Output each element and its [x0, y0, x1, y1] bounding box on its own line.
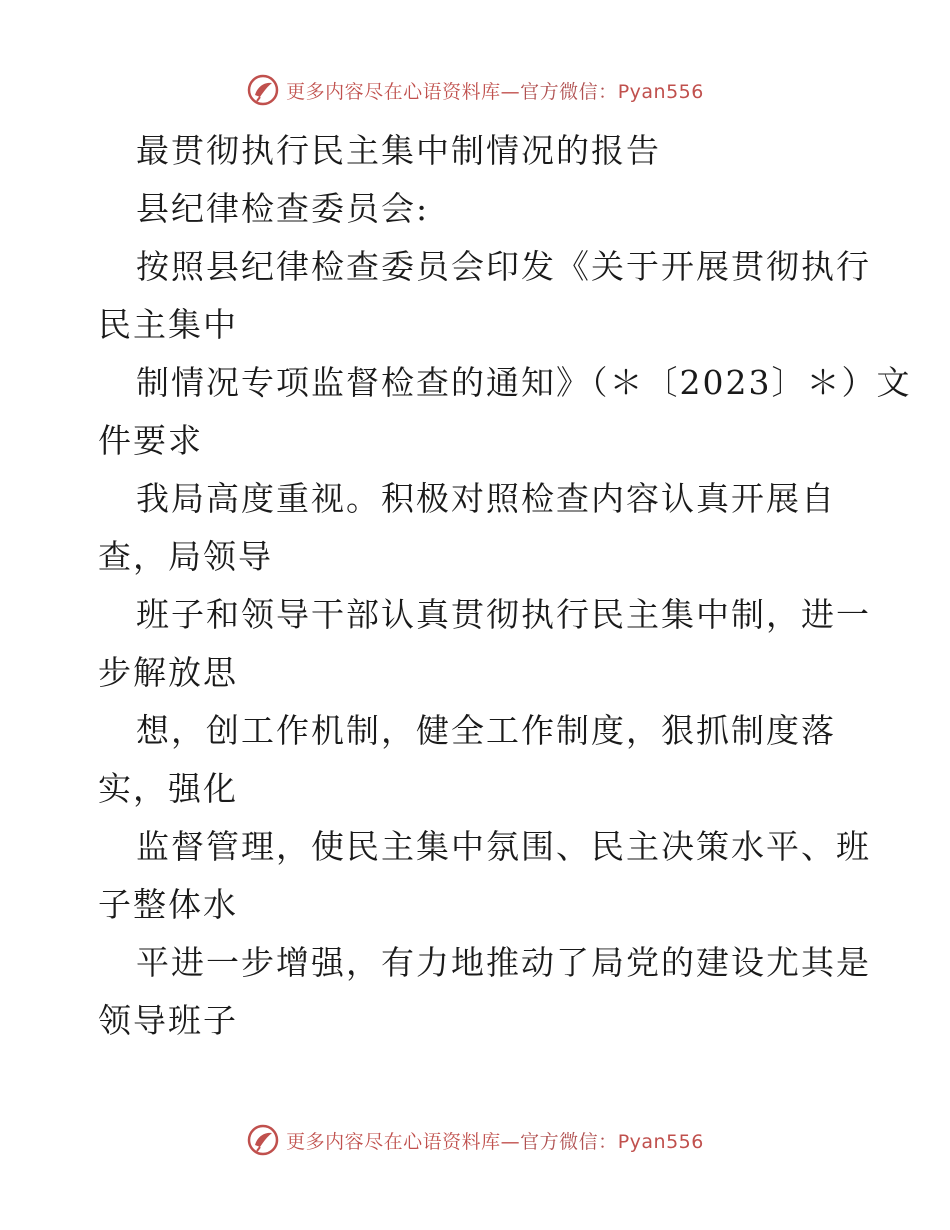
footer-banner: [0, 1120, 950, 1160]
doc-line: 子整体水: [98, 885, 238, 924]
banner-text: [286, 1127, 704, 1154]
doc-line: 班子和领导干部认真贯彻执行民主集中制，进一: [136, 595, 871, 634]
banner-label: 官方微信：: [520, 1130, 618, 1153]
banner-wechat-id: Pyan556: [617, 80, 704, 103]
doc-line: 最贯彻执行民主集中制情况的报告: [136, 131, 661, 170]
doc-line: 平进一步增强，有力地推动了局党的建设尤其是: [136, 943, 871, 982]
banner-brand: 更多内容尽在心语资料库: [286, 80, 501, 103]
doc-line: 监督管理，使民主集中氛围、民主决策水平、班: [136, 827, 871, 866]
brand-logo-icon: [246, 73, 280, 107]
banner-wechat-id: Pyan556: [617, 1130, 704, 1153]
brand-logo-icon: [246, 1123, 280, 1157]
doc-line: 步解放思: [98, 653, 238, 692]
banner-separator: —: [500, 1130, 521, 1153]
doc-line: 民主集中: [98, 305, 238, 344]
document-body: [98, 122, 912, 1050]
doc-line: 按照县纪律检查委员会印发《关于开展贯彻执行: [136, 247, 871, 286]
doc-line: 查，局领导: [98, 537, 273, 576]
doc-line: 领导班子: [98, 1001, 238, 1040]
banner-text: [286, 77, 704, 104]
doc-line: 想，创工作机制，健全工作制度，狠抓制度落: [136, 711, 836, 750]
banner-separator: —: [500, 80, 521, 103]
doc-line: 制情况专项监督检查的通知》（＊〔2023〕＊）文: [136, 363, 912, 402]
doc-line: 件要求: [98, 421, 203, 460]
banner-brand: 更多内容尽在心语资料库: [286, 1130, 501, 1153]
doc-line: 实，强化: [98, 769, 238, 808]
doc-line: 县纪律检查委员会:: [136, 189, 430, 228]
doc-line: 我局高度重视。积极对照检查内容认真开展自: [136, 479, 836, 518]
banner-label: 官方微信：: [520, 80, 618, 103]
header-banner: [0, 70, 950, 110]
